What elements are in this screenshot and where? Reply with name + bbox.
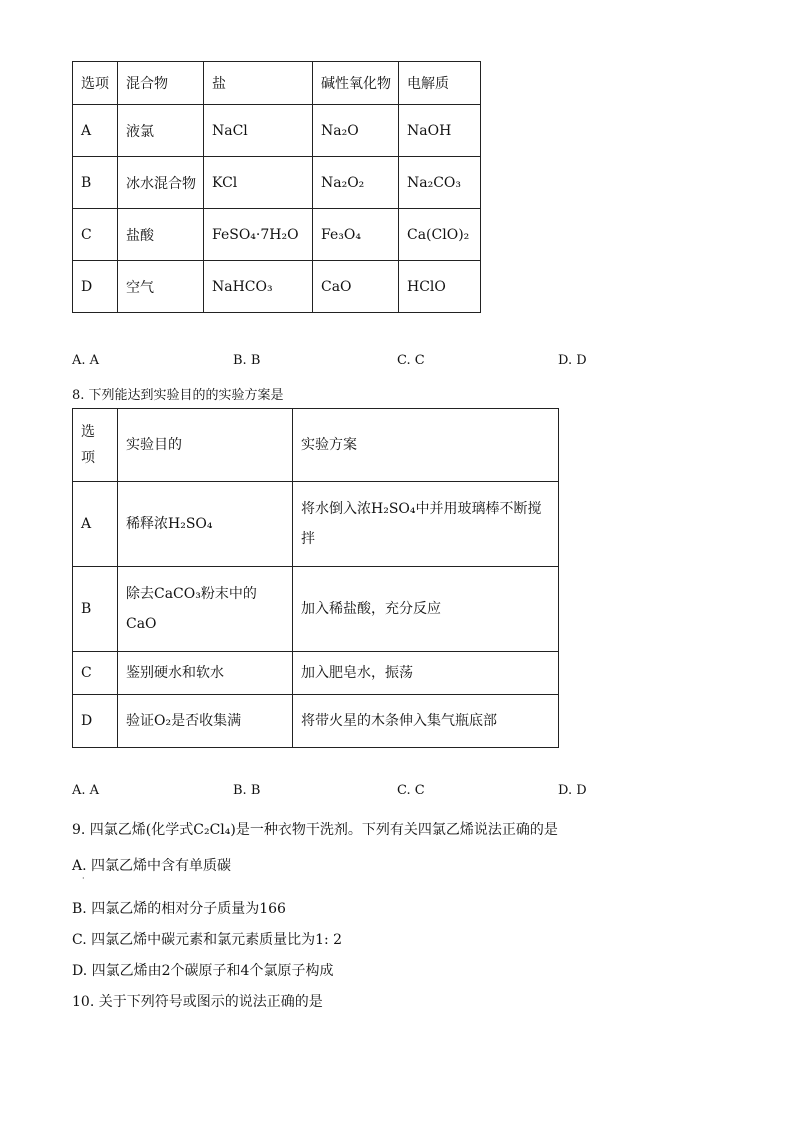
q9-stem: 9. 四氯乙烯(化学式C₂Cl₄)是一种衣物干洗剂。下列有关四氯乙烯说法正确的是 [72, 822, 558, 838]
table-cell: 液氯 [118, 105, 204, 157]
table-cell: NaHCO₃ [204, 261, 313, 313]
table-cell: KCl [204, 157, 313, 209]
table-cell: 加入肥皂水，振荡 [293, 652, 559, 695]
table-cell: C [73, 652, 118, 695]
option-d[interactable]: D. D [558, 783, 587, 798]
table-cell: 除去CaCO₃粉末中的CaO [118, 567, 293, 652]
header-cell: 实验方案 [293, 409, 559, 482]
table-row [73, 261, 481, 313]
table-cell: NaCl [204, 105, 313, 157]
table-cell: 将带火星的木条伸入集气瓶底部 [293, 695, 559, 748]
table-row [73, 695, 559, 748]
header-cell-text: 选项 [81, 424, 95, 466]
option-d[interactable]: D. D [558, 353, 587, 368]
header-cell: 碱性氧化物 [313, 62, 399, 105]
q7-options [72, 353, 612, 373]
table-cell: A [73, 105, 118, 157]
table-row [73, 105, 481, 157]
table-cell: Na₂CO₃ [399, 157, 481, 209]
q9-option-a[interactable]: A. 四氯乙烯中含有单质碳 [72, 858, 232, 874]
header-cell: 选项 [73, 62, 118, 105]
q9-option-b[interactable]: B. 四氯乙烯的相对分子质量为166 [72, 901, 286, 917]
table-cell: D [73, 695, 118, 748]
dot-mark: · [82, 874, 85, 883]
header-cell: 盐 [204, 62, 313, 105]
table-cell: 将水倒入浓H₂SO₄中并用玻璃棒不断搅拌 [293, 482, 559, 567]
table-cell: 盐酸 [118, 209, 204, 261]
table-cell: 验证O₂是否收集满 [118, 695, 293, 748]
table-cell: Na₂O [313, 105, 399, 157]
q10-stem: 10. 关于下列符号或图示的说法正确的是 [72, 994, 323, 1010]
option-b[interactable]: B. B [233, 783, 261, 798]
table-row [73, 482, 559, 567]
table-cell: Na₂O₂ [313, 157, 399, 209]
header-cell: 实验目的 [118, 409, 293, 482]
table-cell: 加入稀盐酸，充分反应 [293, 567, 559, 652]
table-cell: 空气 [118, 261, 204, 313]
header-cell: 混合物 [118, 62, 204, 105]
q8-stem: 8. 下列能达到实验目的的实验方案是 [72, 388, 284, 403]
table-cell: A [73, 482, 118, 567]
q9-option-d[interactable]: D. 四氯乙烯由2个碳原子和4个氯原子构成 [72, 963, 334, 979]
option-a[interactable]: A. A [72, 783, 100, 798]
table-cell: C [73, 209, 118, 261]
table-cell: B [73, 567, 118, 652]
option-a[interactable]: A. A [72, 353, 100, 368]
table-row [73, 209, 481, 261]
experiment-table [72, 408, 559, 748]
table-cell: Fe₃O₄ [313, 209, 399, 261]
table-cell: Ca(ClO)₂ [399, 209, 481, 261]
header-cell: 电解质 [399, 62, 481, 105]
table-cell: HClO [399, 261, 481, 313]
table-header-row [73, 62, 481, 105]
table-row [73, 157, 481, 209]
table-cell: D [73, 261, 118, 313]
q9-option-c[interactable]: C. 四氯乙烯中碳元素和氯元素质量比为1: 2 [72, 932, 343, 948]
table-row [73, 652, 559, 695]
q8-options [72, 783, 612, 803]
option-b[interactable]: B. B [233, 353, 261, 368]
table-cell: B [73, 157, 118, 209]
table-cell: 稀释浓H₂SO₄ [118, 482, 293, 567]
classification-table [72, 61, 481, 313]
table-cell: FeSO₄·7H₂O [204, 209, 313, 261]
table-row [73, 567, 559, 652]
option-c[interactable]: C. C [397, 783, 425, 798]
table-cell: NaOH [399, 105, 481, 157]
table-cell: CaO [313, 261, 399, 313]
table-cell: 冰水混合物 [118, 157, 204, 209]
header-cell [73, 409, 118, 482]
option-c[interactable]: C. C [397, 353, 425, 368]
table-header-row [73, 409, 559, 482]
table-cell: 鉴别硬水和软水 [118, 652, 293, 695]
